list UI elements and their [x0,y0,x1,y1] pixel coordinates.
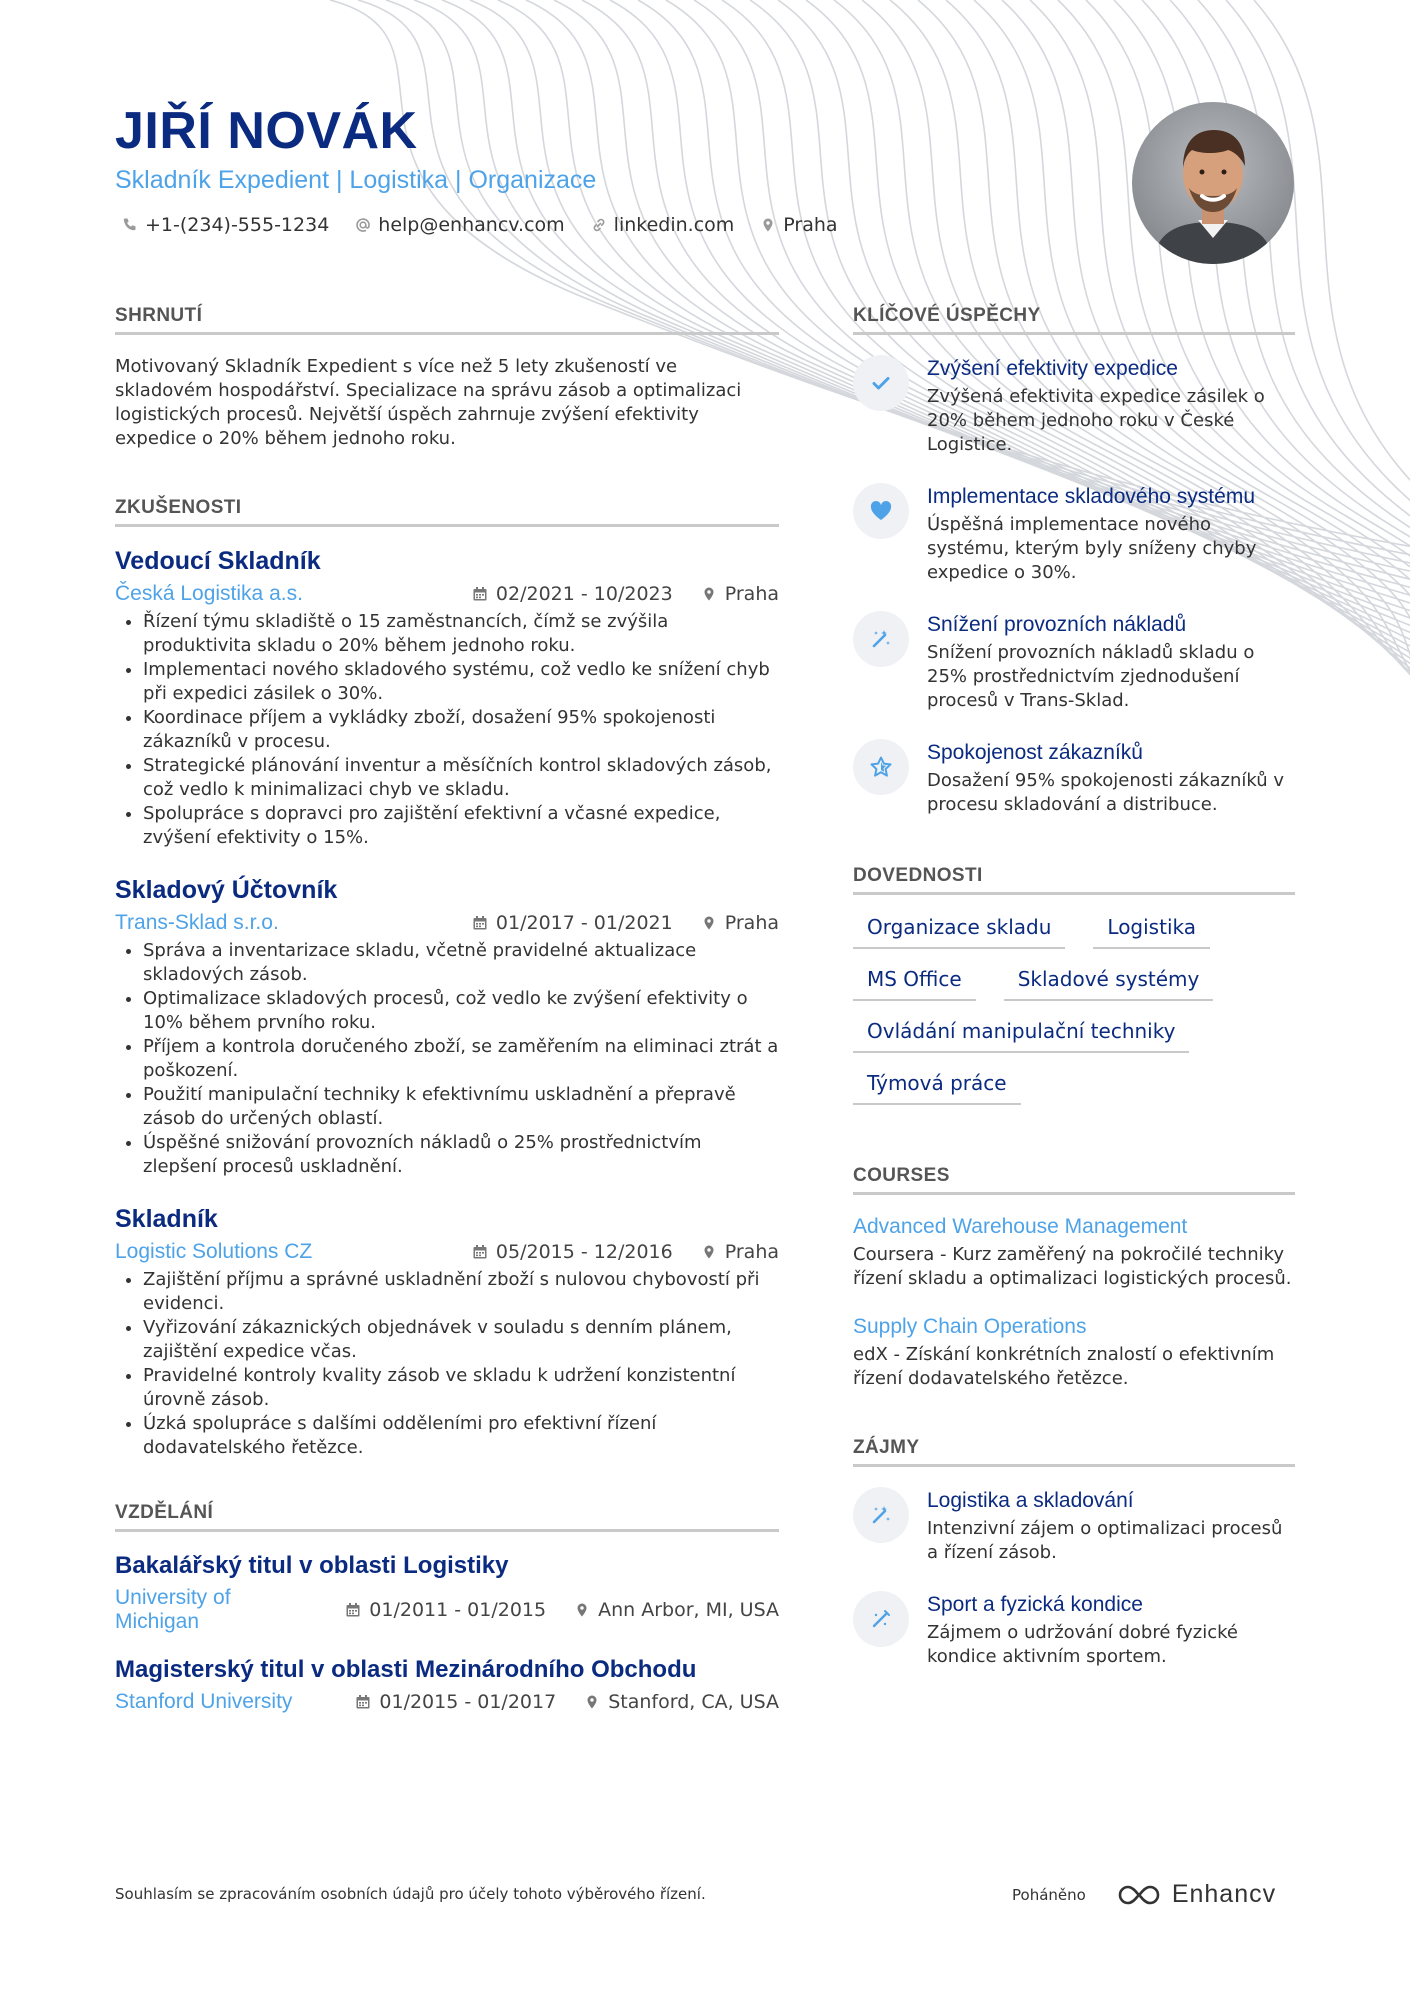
achievement-title: Spokojenost zákazníků [927,741,1143,764]
education-location [584,1691,779,1713]
job-bullet: • Zajištění příjmu a správné uskladnění zboží s nulovou chybovostí při evidenci. [143,1268,779,1316]
job-dates [472,583,673,605]
job-bullet: • Příjem a kontrola doručeného zboží, se zaměřením na eliminaci ztrát a poškození. [143,1035,779,1083]
skill-tag: Týmová práce [853,1071,1021,1105]
calendar-icon [472,586,488,602]
course-description: Coursera - Kurz zaměřený na pokročilé techniky řízení skladu a optimalizaci logistických procesů. [853,1244,1292,1289]
education-location [574,1599,779,1621]
education-heading: VZDĚLÁNÍ [115,1502,779,1532]
at-icon [355,217,371,233]
contact-phone-text: +1-(234)-555-1234 [145,214,330,236]
job-meta [115,911,779,935]
magic-wand-icon [853,611,909,667]
enhancv-logo[interactable] [1116,1880,1276,1909]
interest-title: Sport a fyzická kondice [927,1593,1143,1616]
right-column [853,305,1295,1695]
achievement-description: Zvýšená efektivita expedice zásilek o 20% během jednoho roku v České Logistice. [927,386,1265,455]
skills-heading: DOVEDNOSTI [853,865,1295,895]
achievement-description: Úspěšná implementace nového systému, kterým byly sníženy chyby expedice o 30%. [927,514,1257,583]
achievement [853,483,1295,585]
job-title: Skladník [115,1205,218,1233]
achievement-body [927,611,1295,713]
skill-tag: Ovládání manipulační techniky [853,1019,1189,1053]
education-location-text: Stanford, CA, USA [608,1691,779,1713]
location-icon [760,217,776,233]
education-dates-text: 01/2015 - 01/2017 [379,1691,557,1713]
achievement-body [927,355,1295,457]
magic-wand-icon [853,1487,909,1543]
job-entry [115,1205,779,1460]
interest [853,1591,1295,1669]
contact-email-text: help@enhancv.com [378,214,565,236]
course-entry [853,1215,1295,1291]
experience-list [115,547,779,1460]
location-icon [701,915,717,931]
course-entry [853,1315,1295,1391]
job-bullet: • Koordinace příjem a vykládky zboží, dosažení 95% spokojenosti zákazníků v procesu. [143,706,779,754]
contact-phone[interactable] [122,214,329,236]
location-icon [584,1694,600,1710]
phone-icon [122,217,138,233]
skills-list [853,915,1295,1105]
location-icon [574,1602,590,1618]
interest-title: Logistika a skladování [927,1489,1134,1512]
experience-heading: ZKUŠENOSTI [115,497,779,527]
job-bullets [115,610,779,850]
job-bullet: • Úzká spolupráce s dalšími odděleními pro efektivní řízení dodavatelského řetězce. [143,1412,779,1460]
job-meta [115,582,779,606]
job-bullet: • Spolupráce s dopravci pro zajištění efektivní a včasné expedice, zvýšení efektivity o 15%. [143,802,779,850]
candidate-name: JIŘÍ NOVÁK [115,102,418,160]
education-dates [355,1691,556,1713]
course-title[interactable]: Advanced Warehouse Management [853,1215,1188,1238]
job-entry [115,547,779,850]
education-entry [115,1656,779,1714]
job-location [701,1241,779,1263]
footer-branding [1012,1880,1276,1909]
education-meta [115,1690,779,1714]
achievement [853,611,1295,713]
course-title[interactable]: Supply Chain Operations [853,1315,1087,1338]
job-title: Vedoucí Skladník [115,547,321,575]
check-icon [853,355,909,411]
heart-icon [853,483,909,539]
skill-tag: Logistika [1093,915,1210,949]
company-name[interactable]: Trans-Sklad s.r.o. [115,911,279,934]
education-entry [115,1552,779,1634]
contact-linkedin-text: linkedin.com [613,214,735,236]
left-column [115,305,779,1736]
achievements-list [853,355,1295,817]
education-list [115,1552,779,1714]
interests-heading: ZÁJMY [853,1437,1295,1467]
education-meta [115,1586,779,1634]
wand-icon [853,1591,909,1647]
job-dates-text: 02/2021 - 10/2023 [495,583,673,605]
location-icon [701,586,717,602]
contact-email[interactable] [355,214,564,236]
job-location [701,912,779,934]
calendar-icon [345,1602,361,1618]
location-icon [701,1244,717,1260]
job-bullet: • Úspěšné snižování provozních nákladů o 25% prostřednictvím zlepšení procesů uskladnění. [143,1131,779,1179]
skill-tag: Organizace skladu [853,915,1065,949]
interest-body [927,1487,1295,1565]
achievements-heading: KLÍČOVÉ ÚSPĚCHY [853,305,1295,335]
company-name[interactable]: Česká Logistika a.s. [115,582,303,605]
job-title: Skladový Účtovník [115,876,338,904]
calendar-icon [472,1244,488,1260]
interest [853,1487,1295,1565]
achievement-description: Dosažení 95% spokojenosti zákazníků v procesu skladování a distribuce. [927,770,1285,815]
achievement-body [927,483,1295,585]
achievement-title: Implementace skladového systému [927,485,1255,508]
consent-note: Souhlasím se zpracováním osobních údajů pro účely tohoto výběrového řízení. [115,1885,706,1903]
job-bullet: • Použití manipulační techniky k efektivnímu uskladnění a přepravě zásob do určených oblastí. [143,1083,779,1131]
achievement [853,355,1295,457]
job-bullets [115,939,779,1179]
job-entry [115,876,779,1179]
infinity-logo-icon [1116,1883,1162,1907]
summary-heading: SHRNUTÍ [115,305,779,335]
job-meta [115,1240,779,1264]
achievement-title: Zvýšení efektivity expedice [927,357,1178,380]
job-location-text: Praha [724,1241,779,1263]
link-icon [591,217,607,233]
interest-body [927,1591,1295,1669]
skill-tag: Skladové systémy [1004,967,1214,1001]
job-location-text: Praha [724,912,779,934]
job-bullet: • Řízení týmu skladiště o 15 zaměstnancích, čímž se zvýšila produktivita skladu o 20% během jednoho roku. [143,610,779,658]
interest-description: Zájmem o udržování dobré fyzické kondice aktivním sportem. [927,1622,1239,1667]
calendar-icon [472,915,488,931]
education-location-text: Ann Arbor, MI, USA [598,1599,779,1621]
achievement-description: Snížení provozních nákladů skladu o 25% prostřednictvím zjednodušení procesů v Trans-Sklad. [927,642,1255,711]
job-bullet: • Optimalizace skladových procesů, což vedlo ke zvýšení efektivity o 10% během prvního roku. [143,987,779,1035]
contact-linkedin[interactable] [591,214,735,236]
degree-title: Magisterský titul v oblasti Mezinárodního Obchodu [115,1656,697,1683]
education-dates-text: 01/2011 - 01/2015 [369,1599,547,1621]
contact-list [122,214,838,236]
courses-heading: COURSES [853,1165,1295,1195]
achievement-body [927,739,1295,817]
job-dates [472,912,673,934]
job-dates-text: 05/2015 - 12/2016 [495,1241,673,1263]
job-bullets [115,1268,779,1460]
job-dates [472,1241,673,1263]
job-location-text: Praha [724,583,779,605]
interest-description: Intenzivní zájem o optimalizaci procesů a řízení zásob. [927,1518,1283,1563]
achievement-title: Snížení provozních nákladů [927,613,1187,636]
job-bullet: • Implementaci nového skladového systému, což vedlo ke snížení chyb při expedici zásilek o 30%. [143,658,779,706]
school-name[interactable]: University of Michigan [115,1586,231,1633]
job-bullet: • Pravidelné kontroly kvality zásob ve skladu k udržení konzistentní úrovně zásob. [143,1364,779,1412]
education-dates [345,1599,546,1621]
star-icon [853,739,909,795]
courses-list [853,1215,1295,1391]
job-location [701,583,779,605]
candidate-tagline: Skladník Expedient | Logistika | Organizace [115,166,597,194]
profile-photo [1132,102,1294,264]
contact-location [760,214,837,236]
summary-text: Motivovaný Skladník Expedient s více než 5 lety zkušeností ve skladovém hospodářství. Specializace na správu zásob a optimalizaci logistických procesů. Největší úspěch zahrnuje zvýšení efektivity expedice o 20% během jednoho roku. [115,356,742,449]
calendar-icon [355,1694,371,1710]
degree-title: Bakalářský titul v oblasti Logistiky [115,1552,509,1579]
job-dates-text: 01/2017 - 01/2021 [495,912,673,934]
job-bullet: • Správa a inventarizace skladu, včetně pravidelné aktualizace skladových zásob. [143,939,779,987]
brand-name: Enhancv [1171,1880,1277,1908]
contact-location-text: Praha [783,214,838,236]
school-name[interactable]: Stanford University [115,1690,293,1713]
company-name[interactable]: Logistic Solutions CZ [115,1240,313,1263]
skill-tag: MS Office [853,967,976,1001]
job-bullet: • Vyřizování zákaznických objednávek v souladu s denním plánem, zajištění expedice včas. [143,1316,779,1364]
interests-list [853,1487,1295,1669]
powered-by-label: Poháněno [1012,1885,1086,1904]
course-description: edX - Získání konkrétních znalostí o efektivním řízení dodavatelského řetězce. [853,1344,1275,1389]
job-bullet: • Strategické plánování inventur a měsíčních kontrol skladových zásob, což vedlo k minimalizaci chyb ve skladu. [143,754,779,802]
achievement [853,739,1295,817]
